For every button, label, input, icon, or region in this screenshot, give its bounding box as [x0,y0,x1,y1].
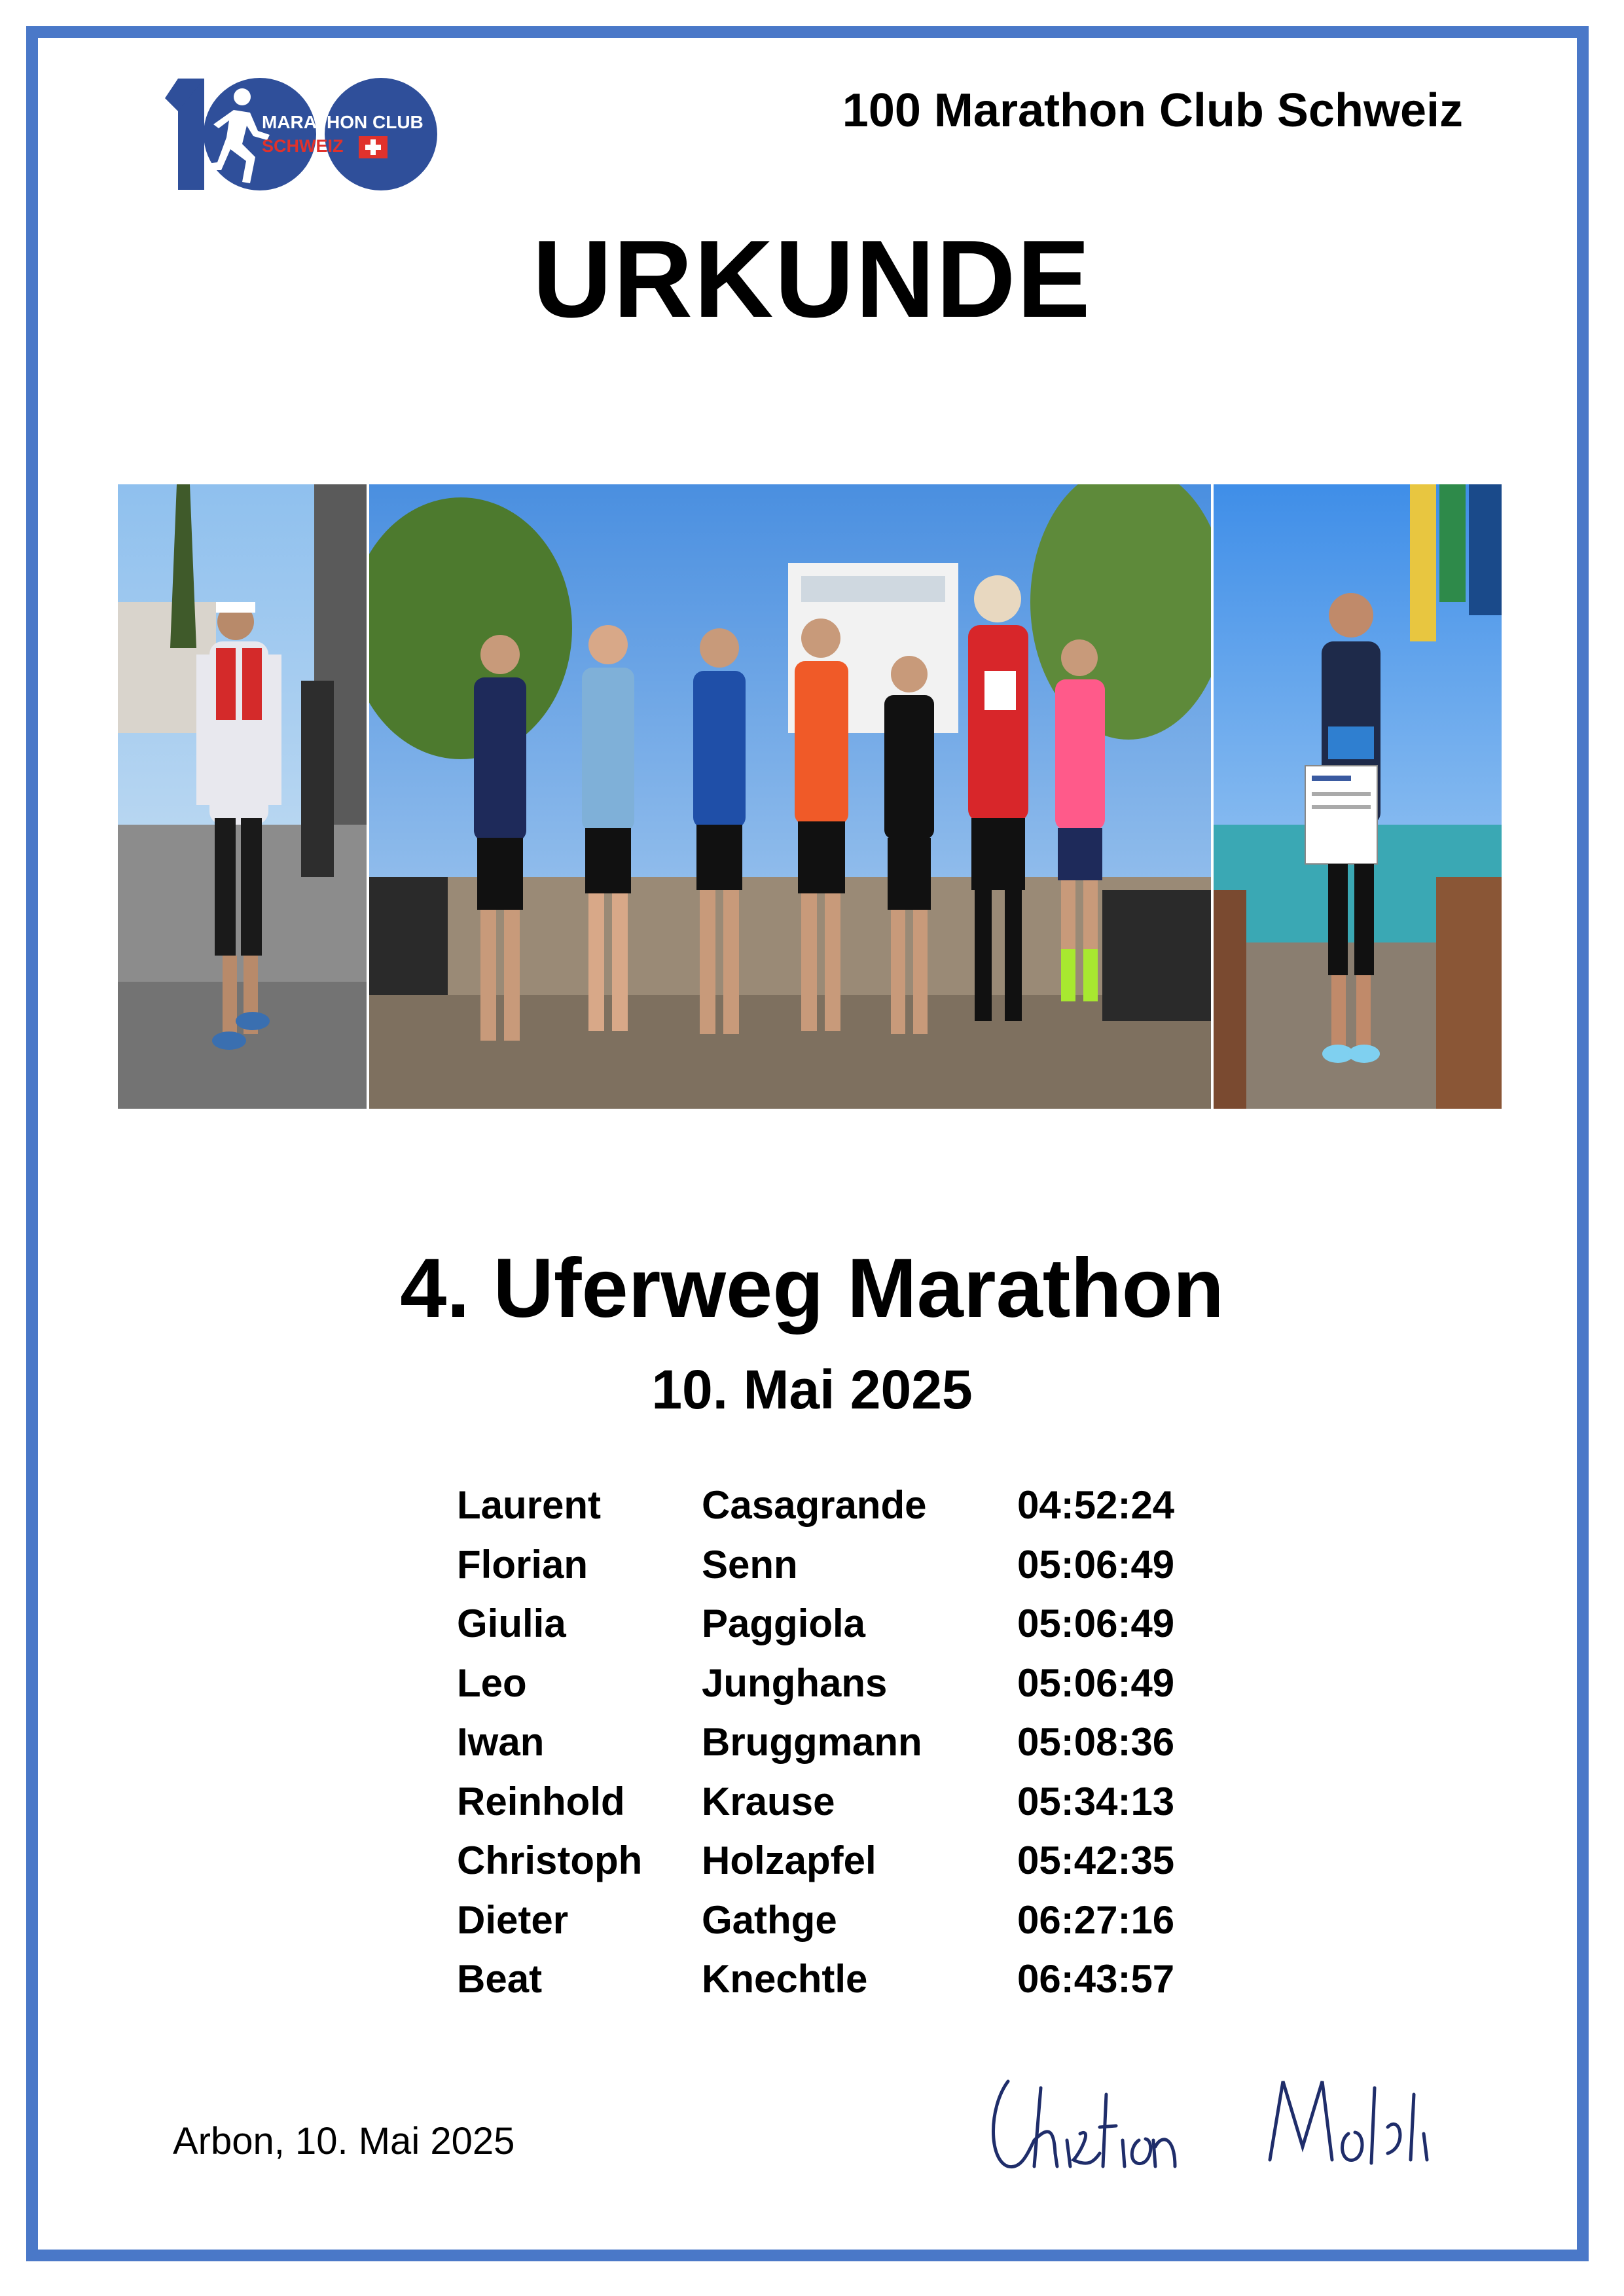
event-title: 4. Uferweg Marathon [400,1242,1224,1335]
first-name: Iwan [457,1720,545,1764]
place-date: Arbon, 10. Mai 2025 [173,2120,515,2162]
finish-time: 06:27:16 [1017,1897,1175,1942]
finish-time: 05:08:36 [1017,1720,1175,1764]
first-name: Dieter [457,1897,569,1942]
last-name: Bruggmann [702,1720,922,1764]
last-name: Casagrande [702,1483,927,1527]
first-name: Giulia [457,1602,566,1645]
certificate-title: URKUNDE [532,217,1092,340]
last-name: Senn [702,1542,798,1587]
finish-time: 05:06:49 [1017,1660,1175,1705]
finish-time: 05:06:49 [1017,1602,1175,1645]
last-name: Paggiola [702,1602,866,1645]
first-name: Reinhold [457,1779,625,1823]
swiss-flag-icon [359,136,388,158]
photo-certificate-holder [1214,484,1502,1109]
logo-line2: SCHWEIZ [262,136,344,156]
last-name: Holzapfel [702,1839,876,1882]
last-name: Junghans [702,1660,888,1705]
first-name: Beat [457,1957,543,2001]
club-logo [165,72,440,196]
finish-time: 05:42:35 [1017,1839,1175,1882]
finish-time: 05:34:13 [1017,1779,1175,1823]
logo-line1: MARATHON CLUB [262,112,424,132]
finish-time: 04:52:24 [1017,1483,1175,1527]
signature [982,2055,1479,2186]
finish-time: 05:06:49 [1017,1542,1175,1587]
last-name: Gathge [702,1897,837,1942]
event-date: 10. Mai 2025 [651,1359,973,1420]
photo-strip [118,484,1502,1109]
last-name: Krause [702,1779,835,1823]
club-name: 100 Marathon Club Schweiz [842,84,1463,137]
photo-single-runner [118,484,367,1109]
first-name: Laurent [457,1483,602,1527]
logo-number [165,78,437,190]
finish-time: 06:43:57 [1017,1957,1175,2001]
first-name: Christoph [457,1839,643,1882]
photo-group [369,484,1211,1109]
last-name: Knechtle [702,1957,868,2001]
first-name: Florian [457,1542,588,1587]
first-name: Leo [457,1660,527,1705]
